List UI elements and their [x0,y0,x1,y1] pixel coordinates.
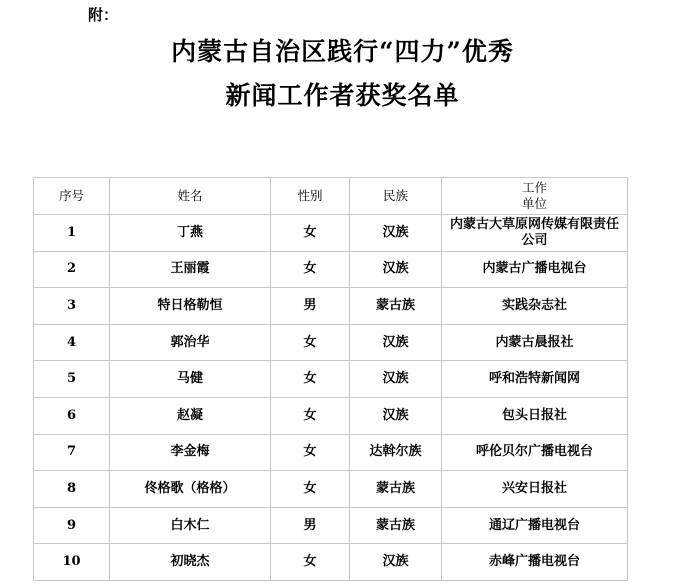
cell-gender: 女 [271,361,350,398]
cell-unit: 内蒙古大草原网传媒有限责任公司 [442,215,628,252]
cell-unit: 内蒙古广播电视台 [442,251,628,288]
cell-name: 马健 [110,361,271,398]
header-name: 姓名 [110,178,271,215]
header-gender: 性别 [271,178,350,215]
table-row [34,397,628,434]
cell-index: 2 [34,251,110,288]
cell-index: 7 [34,434,110,471]
header-index: 序号 [34,178,110,215]
cell-unit: 呼和浩特新闻网 [442,361,628,398]
cell-ethnicity: 汉族 [350,544,442,581]
cell-unit: 实践杂志社 [442,288,628,325]
cell-gender: 女 [271,215,350,252]
cell-name: 白木仁 [110,507,271,544]
cell-index: 8 [34,471,110,508]
cell-unit: 包头日报社 [442,397,628,434]
cell-gender: 女 [271,251,350,288]
cell-name: 李金梅 [110,434,271,471]
table-row [34,434,628,471]
cell-gender: 女 [271,471,350,508]
cell-name: 王丽霞 [110,251,271,288]
cell-name: 郭治华 [110,324,271,361]
cell-ethnicity: 蒙古族 [350,507,442,544]
cell-name: 佟格歌（格格） [110,471,271,508]
cell-gender: 女 [271,544,350,581]
cell-name: 丁燕 [110,215,271,252]
cell-index: 1 [34,215,110,252]
cell-gender: 女 [271,397,350,434]
cell-index: 6 [34,397,110,434]
cell-ethnicity: 蒙古族 [350,288,442,325]
cell-name: 初晓杰 [110,544,271,581]
table-row [34,361,628,398]
cell-ethnicity: 汉族 [350,215,442,252]
cell-ethnicity: 蒙古族 [350,471,442,508]
cell-index: 9 [34,507,110,544]
cell-name: 特日格勒恒 [110,288,271,325]
awardee-table [33,177,628,581]
cell-ethnicity: 达斡尔族 [350,434,442,471]
cell-ethnicity: 汉族 [350,324,442,361]
cell-unit: 呼伦贝尔广播电视台 [442,434,628,471]
cell-gender: 男 [271,288,350,325]
header-unit-line1: 工作 [521,180,547,195]
header-unit [442,178,628,215]
cell-ethnicity: 汉族 [350,397,442,434]
header-ethnicity: 民族 [350,178,442,215]
cell-index: 10 [34,544,110,581]
cell-name: 赵凝 [110,397,271,434]
cell-index: 4 [34,324,110,361]
cell-unit: 通辽广播电视台 [442,507,628,544]
cell-ethnicity: 汉族 [350,361,442,398]
cell-index: 3 [34,288,110,325]
table-row [34,471,628,508]
table-row [34,288,628,325]
cell-gender: 男 [271,507,350,544]
cell-ethnicity: 汉族 [350,251,442,288]
cell-index: 5 [34,361,110,398]
document-title-line2: 新闻工作者获奖名单 [225,81,460,110]
cell-unit: 赤峰广播电视台 [442,544,628,581]
table-row [34,507,628,544]
table-row [34,251,628,288]
cell-unit: 兴安日报社 [442,471,628,508]
table-row [34,324,628,361]
document-title-line1: 内蒙古自治区践行“四力”优秀 [171,37,514,66]
table-row [34,215,628,252]
table-header-row [34,178,628,215]
attachment-label: 附： [88,6,119,24]
cell-unit: 内蒙古晨报社 [442,324,628,361]
header-unit-line2: 单位 [521,196,547,211]
cell-gender: 女 [271,324,350,361]
table-row [34,544,628,581]
cell-gender: 女 [271,434,350,471]
